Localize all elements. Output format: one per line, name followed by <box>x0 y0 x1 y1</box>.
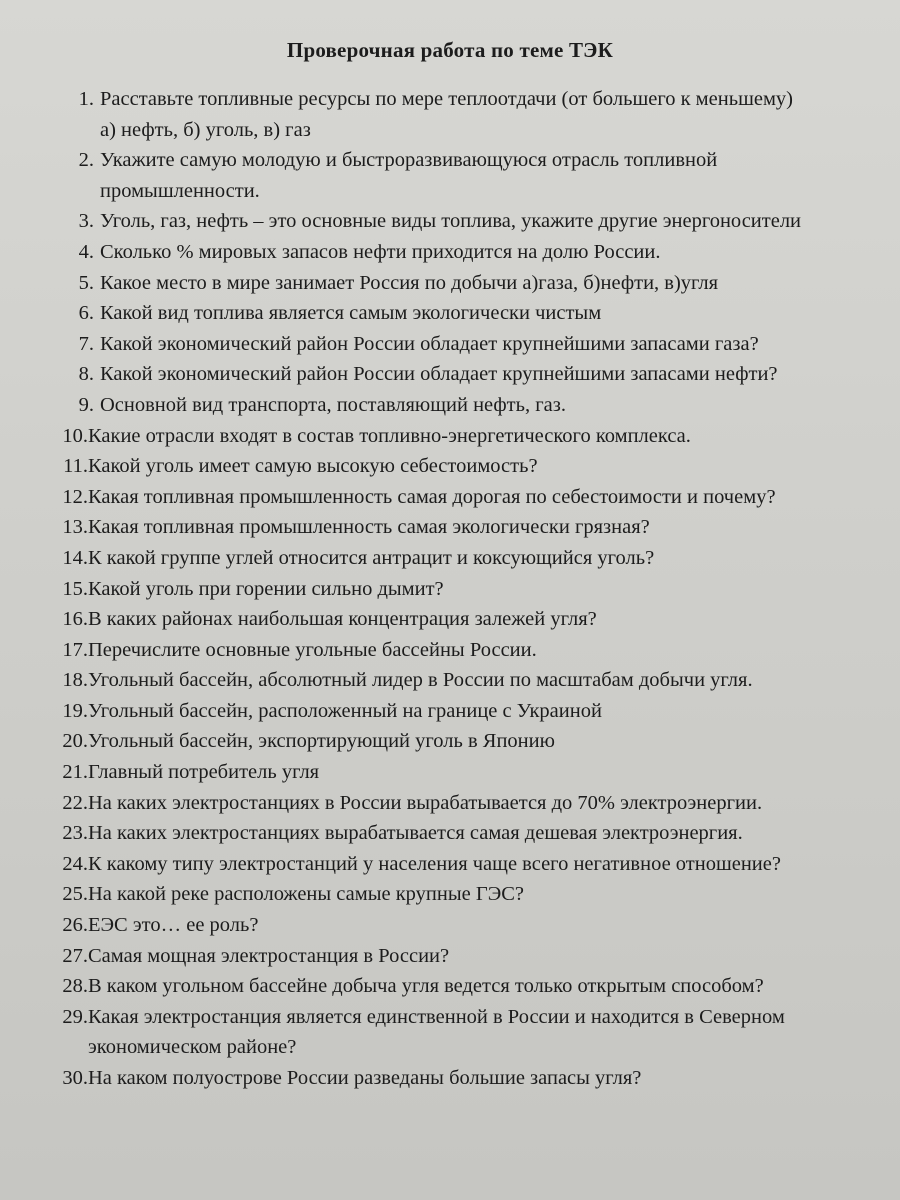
question-number: 4. <box>78 240 94 263</box>
question-number: 5. <box>78 271 94 294</box>
question-number: 11. <box>63 455 88 478</box>
question-text-line: Какой экономический район России обладает крупнейшими запасами нефти? <box>100 363 778 386</box>
question-number: 12. <box>62 485 88 508</box>
question-text-line: Какие отрасли входят в состав топливно-энергетического комплекса. <box>88 424 691 447</box>
question-text <box>100 145 895 206</box>
question-item <box>40 818 895 849</box>
question-number: 24. <box>62 852 88 875</box>
question-number: 29. <box>62 1005 88 1028</box>
question-text-line: На каком полуострове России разведаны большие запасы угля? <box>88 1067 642 1089</box>
question-text <box>88 849 895 880</box>
question-item <box>40 849 895 880</box>
question-item <box>40 971 895 1002</box>
question-number: 23. <box>62 822 88 845</box>
question-number: 7. <box>78 332 94 355</box>
question-text-line: Какое место в мире занимает Россия по добычи а)газа, б)нефти, в)угля <box>100 271 719 294</box>
question-text-line: Угольный бассейн, экспортирующий уголь в Японию <box>88 730 555 753</box>
question-text <box>88 818 895 849</box>
question-number: 30. <box>62 1067 88 1089</box>
question-item <box>40 84 895 145</box>
question-text-line: Основной вид транспорта, поставляющий нефть, газ. <box>100 393 566 416</box>
question-text <box>88 421 895 452</box>
question-text-line: промышленности. <box>100 179 260 202</box>
question-text-line: На какой реке расположены самые крупные ГЭС? <box>88 883 524 906</box>
question-item <box>40 145 895 206</box>
question-text-line: К какому типу электростанций у населения чаще всего негативное отношение? <box>88 852 781 875</box>
question-text-line: На каких электростанциях вырабатывается самая дешевая электроэнергия. <box>88 822 743 845</box>
question-text-line: экономическом районе? <box>88 1036 297 1059</box>
question-item <box>40 574 895 605</box>
question-text <box>88 726 895 757</box>
question-item <box>40 206 895 237</box>
question-text-line: В каком угольном бассейне добыча угля ведется только открытым способом? <box>88 975 764 998</box>
question-item <box>40 329 895 360</box>
question-text-line: Угольный бассейн, расположенный на границе с Украиной <box>88 699 602 722</box>
question-number: 9. <box>78 393 94 416</box>
question-list <box>40 84 895 1094</box>
question-item <box>40 665 895 696</box>
question-item <box>40 268 895 299</box>
question-text-line: а) нефть, б) уголь, в) газ <box>100 118 311 141</box>
question-text-line: Сколько % мировых запасов нефти приходится на долю России. <box>100 240 661 263</box>
question-text <box>88 941 895 972</box>
question-text <box>100 84 895 145</box>
question-text <box>88 696 895 727</box>
question-item <box>40 604 895 635</box>
question-text-line: Какой уголь имеет самую высокую себестоимость? <box>88 455 538 478</box>
question-text <box>88 482 895 513</box>
question-text-line: Какой экономический район России обладает крупнейшими запасами газа? <box>100 332 759 355</box>
question-text <box>100 268 895 299</box>
question-number: 6. <box>78 302 94 325</box>
question-item <box>40 390 895 421</box>
question-number: 16. <box>62 608 88 631</box>
question-text-line: Угольный бассейн, абсолютный лидер в России по масштабам добычи угля. <box>88 669 753 692</box>
question-text-line: Какой вид топлива является самым экологически чистым <box>100 302 602 325</box>
question-number: 28. <box>62 975 88 998</box>
question-item <box>40 421 895 452</box>
question-number: 15. <box>62 577 88 600</box>
question-number: 14. <box>62 546 88 569</box>
question-number: 19. <box>62 699 88 722</box>
question-number: 21. <box>62 761 88 784</box>
question-item <box>40 941 895 972</box>
question-text <box>88 574 895 605</box>
question-number: 10. <box>62 424 88 447</box>
question-number: 18. <box>62 669 88 692</box>
question-text-line: Какая топливная промышленность самая дорогая по себестоимости и почему? <box>88 485 776 508</box>
question-item <box>40 482 895 513</box>
question-number: 17. <box>62 638 88 661</box>
question-text-line: Какой уголь при горении сильно дымит? <box>88 577 444 600</box>
question-text <box>100 390 895 421</box>
question-item <box>40 726 895 757</box>
question-item <box>40 910 895 941</box>
question-number: 22. <box>62 791 88 814</box>
question-text-line: На каких электростанциях в России вырабатывается до 70% электроэнергии. <box>88 791 763 814</box>
question-text-line: Укажите самую молодую и быстроразвивающуюся отрасль топливной <box>100 149 718 172</box>
question-number: 27. <box>62 944 88 967</box>
question-text-line: Какая топливная промышленность самая экологически грязная? <box>88 516 650 539</box>
question-text-line: К какой группе углей относится антрацит и коксующийся уголь? <box>88 546 655 569</box>
question-item <box>40 512 895 543</box>
question-text <box>100 359 895 390</box>
question-number: 3. <box>78 210 94 233</box>
question-text-line: Расставьте топливные ресурсы по мере теплоотдачи (от большего к меньшему) <box>100 88 794 110</box>
question-item <box>40 635 895 666</box>
question-text-line: ЕЭС это… ее роль? <box>88 914 259 937</box>
question-item <box>40 1002 895 1063</box>
question-number: 25. <box>62 883 88 906</box>
question-text <box>100 206 895 237</box>
question-text <box>88 665 895 696</box>
question-text <box>88 512 895 543</box>
question-number: 1. <box>78 88 94 110</box>
question-text <box>100 298 895 329</box>
question-text <box>88 971 895 1002</box>
question-text <box>88 635 895 666</box>
question-text-line: В каких районах наибольшая концентрация залежей угля? <box>88 608 597 631</box>
question-item <box>40 359 895 390</box>
question-text-line: Перечислите основные угольные бассейны России. <box>88 638 537 661</box>
question-text <box>88 604 895 635</box>
question-text <box>100 329 895 360</box>
question-text <box>88 788 895 819</box>
question-text <box>88 1002 895 1063</box>
question-text-line: Главный потребитель угля <box>88 761 320 784</box>
question-item <box>40 1063 895 1094</box>
question-number: 26. <box>62 914 88 937</box>
question-text <box>88 451 895 482</box>
question-item <box>40 757 895 788</box>
question-text <box>88 879 895 910</box>
question-item <box>40 237 895 268</box>
question-item <box>40 298 895 329</box>
question-item <box>40 696 895 727</box>
question-number: 20. <box>62 730 88 753</box>
question-text <box>100 237 895 268</box>
question-text-line: Какая электростанция является единственной в России и находится в Северном <box>88 1005 785 1028</box>
question-text-line: Уголь, газ, нефть – это основные виды топлива, укажите другие энергоносители <box>100 210 802 233</box>
page-title: Проверочная работа по теме ТЭК <box>286 38 614 62</box>
question-text <box>88 910 895 941</box>
question-item <box>40 543 895 574</box>
question-text <box>88 543 895 574</box>
question-number: 13. <box>62 516 88 539</box>
question-item <box>40 879 895 910</box>
question-number: 8. <box>78 363 94 386</box>
question-number: 2. <box>78 149 94 172</box>
question-item <box>40 788 895 819</box>
question-text-line: Самая мощная электростанция в России? <box>88 944 450 967</box>
question-text <box>88 757 895 788</box>
question-item <box>40 451 895 482</box>
question-text <box>88 1063 895 1094</box>
